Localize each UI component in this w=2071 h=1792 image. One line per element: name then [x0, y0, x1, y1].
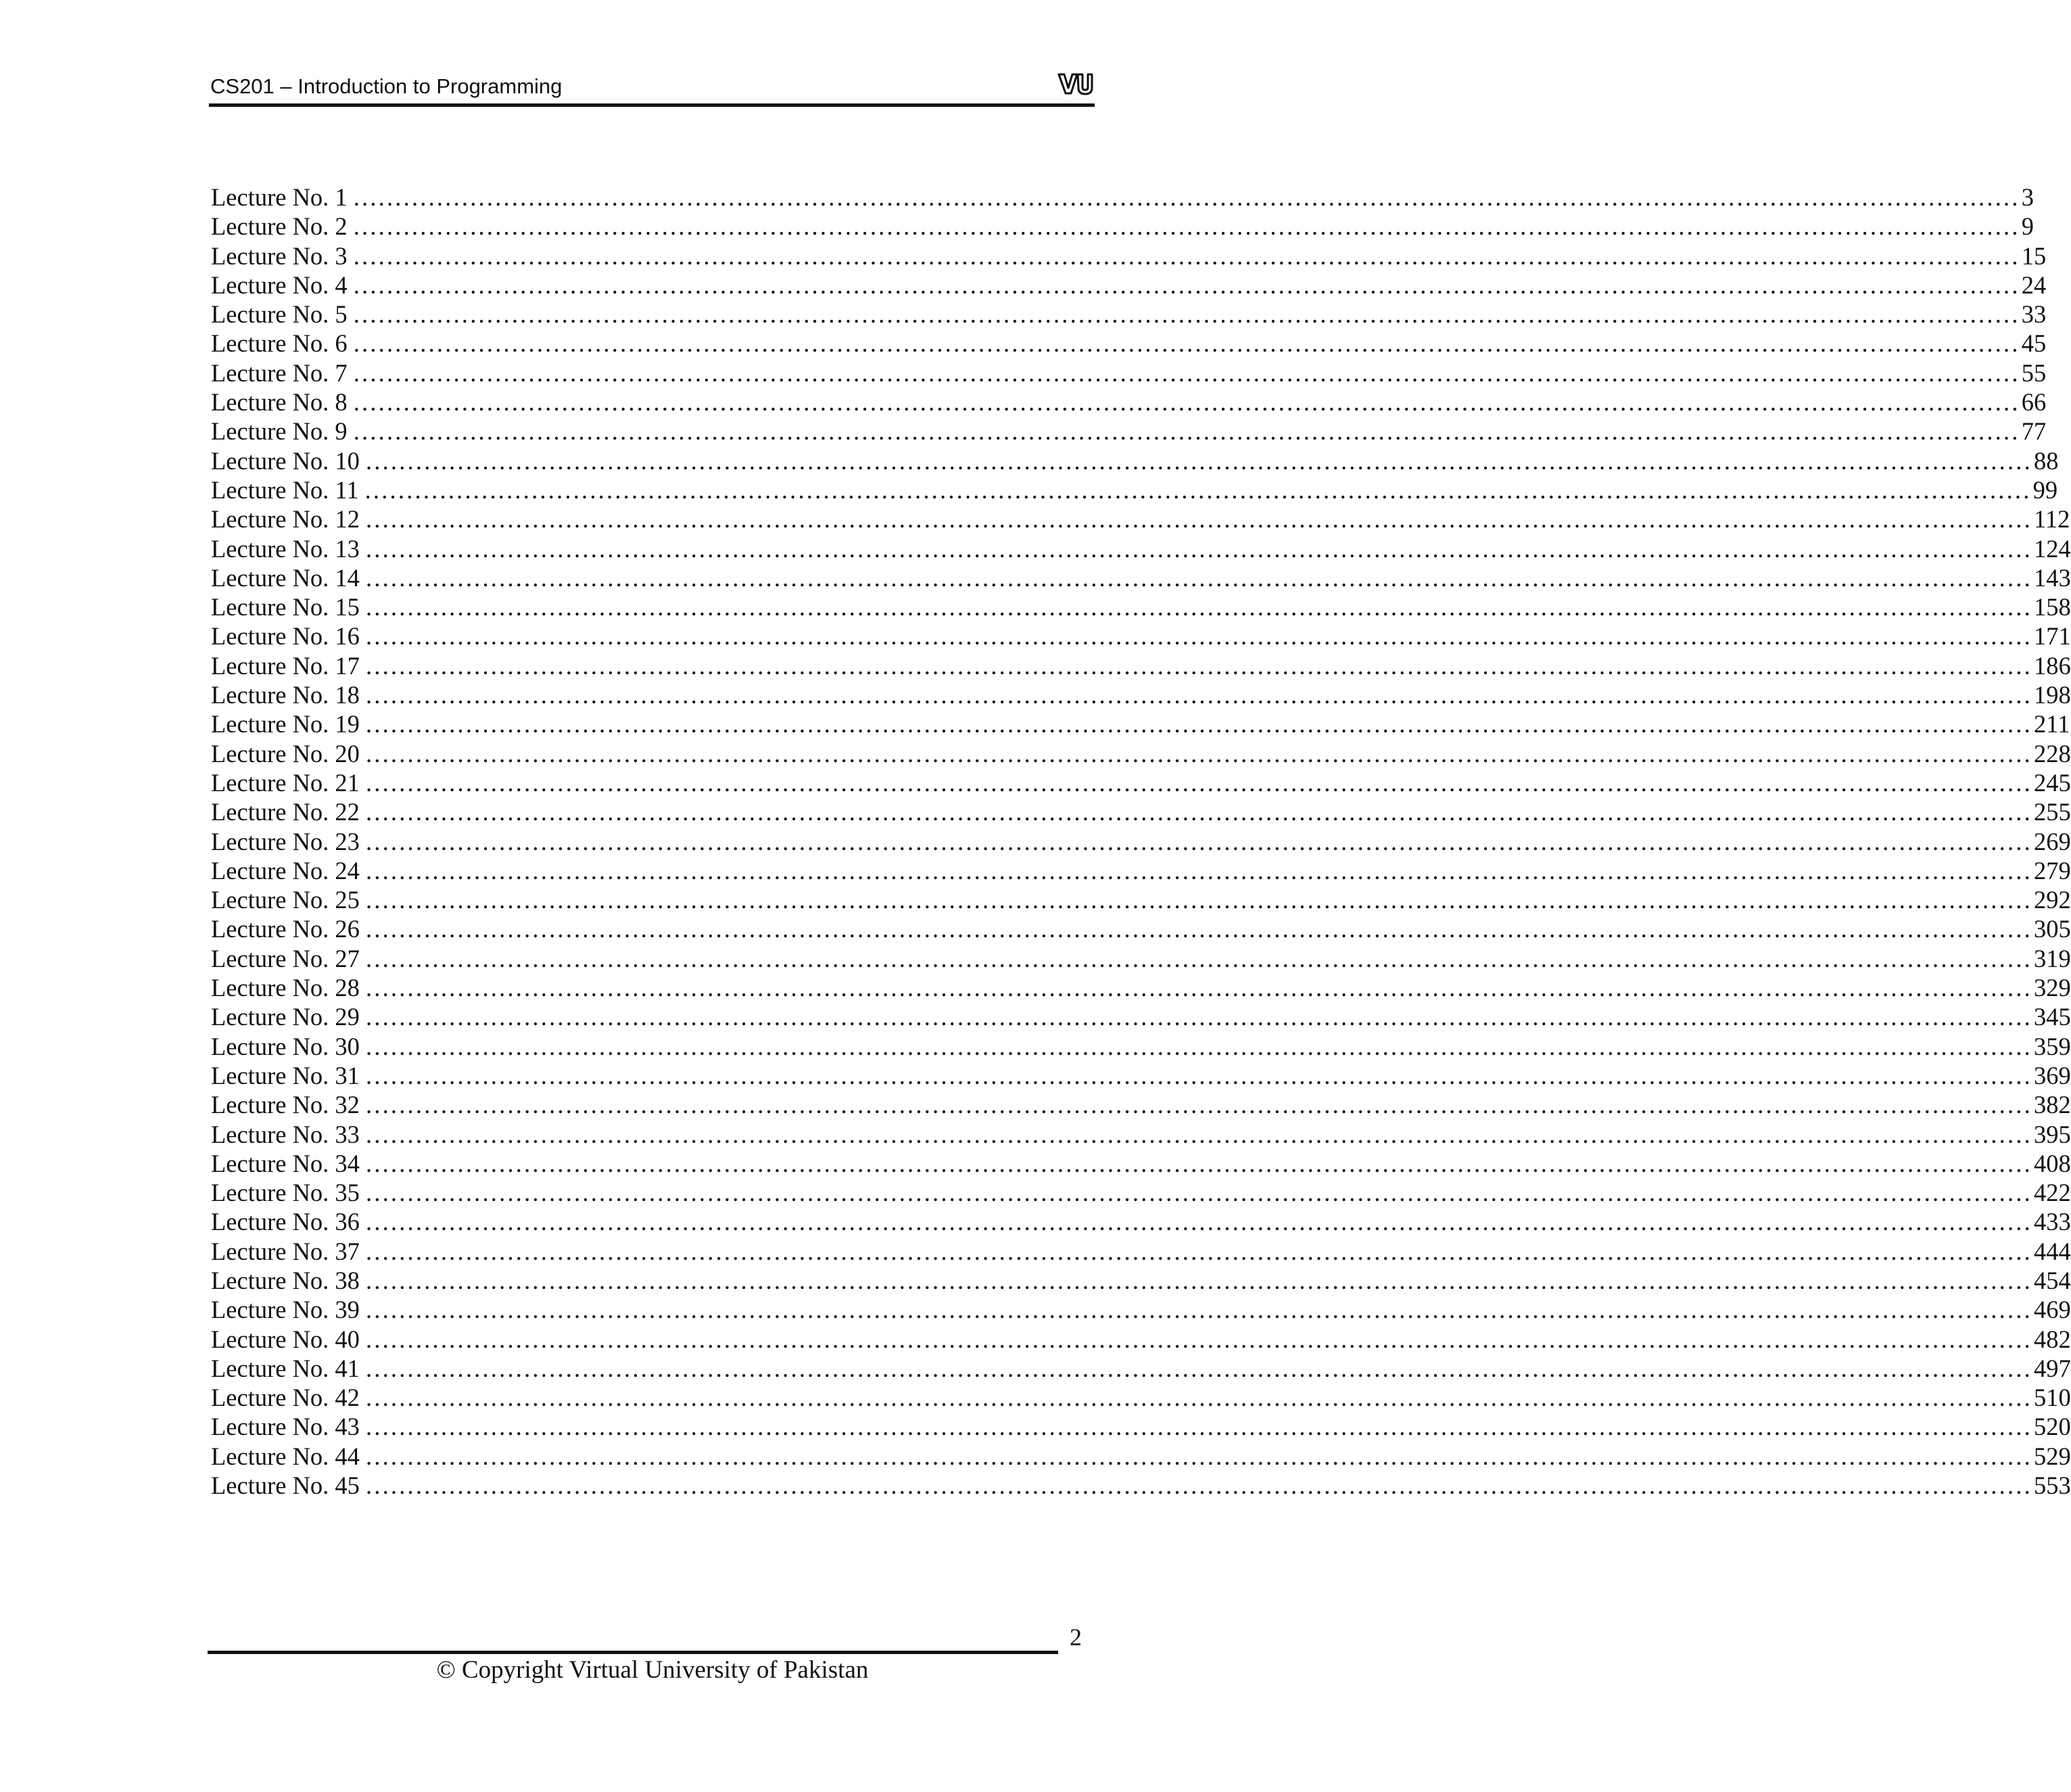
toc-entry[interactable]: [211, 709, 2070, 738]
dot-leader: ........................................................................................................................................................................................................: [365, 1471, 2032, 1500]
toc-entry-label: Lecture No. 3: [211, 241, 348, 270]
toc-entry[interactable]: [211, 1061, 2071, 1090]
toc-entry-page-number: 45: [2021, 329, 2047, 358]
toc-entry[interactable]: [211, 651, 2071, 680]
toc-entry-label: Lecture No. 37: [211, 1237, 360, 1265]
toc-entry-page-number: 395: [2033, 1120, 2071, 1148]
toc-entry[interactable]: [211, 1442, 2071, 1471]
toc-entry-label: Lecture No. 40: [211, 1325, 360, 1353]
toc-entry-label: Lecture No. 38: [211, 1266, 360, 1294]
toc-entry-page-number: 279: [2033, 856, 2071, 885]
dot-leader: ........................................................................................................................................................................................................: [353, 300, 2020, 329]
toc-entry-page-number: 88: [2033, 446, 2059, 475]
dot-leader: ........................................................................................................................................................................................................: [365, 1325, 2032, 1353]
toc-entry-label: Lecture No. 43: [211, 1413, 360, 1441]
dot-leader: ........................................................................................................................................................................................................: [365, 1120, 2032, 1148]
toc-entry-page-number: 433: [2033, 1208, 2071, 1236]
dot-leader: ........................................................................................................................................................................................................: [365, 1442, 2032, 1470]
toc-entry[interactable]: [211, 856, 2071, 885]
toc-entry[interactable]: [211, 1149, 2071, 1178]
toc-entry[interactable]: [211, 475, 2058, 504]
toc-entry[interactable]: [211, 300, 2047, 329]
toc-entry-label: Lecture No. 35: [211, 1179, 360, 1207]
toc-entry-page-number: 382: [2033, 1091, 2071, 1119]
toc-entry-page-number: 529: [2033, 1442, 2071, 1470]
toc-entry-page-number: 15: [2021, 241, 2047, 270]
dot-leader: ........................................................................................................................................................................................................: [365, 534, 2032, 563]
toc-entry-label: Lecture No. 9: [211, 417, 348, 446]
toc-entry[interactable]: [211, 563, 2071, 592]
course-title: CS201 – Introduction to Programming: [210, 74, 563, 98]
toc-entry[interactable]: [211, 768, 2071, 797]
toc-entry-page-number: 469: [2033, 1296, 2071, 1324]
toc-entry[interactable]: [211, 241, 2047, 270]
toc-entry-label: Lecture No. 1: [211, 183, 348, 211]
toc-entry-label: Lecture No. 27: [211, 944, 360, 972]
toc-entry-label: Lecture No. 21: [211, 768, 360, 797]
toc-entry-label: Lecture No. 6: [211, 329, 348, 358]
toc-entry-label: Lecture No. 42: [211, 1384, 360, 1412]
dot-leader: ........................................................................................................................................................................................................: [353, 388, 2020, 417]
dot-leader: ........................................................................................................................................................................................................: [353, 270, 2020, 299]
toc-entry-label: Lecture No. 4: [211, 270, 348, 299]
toc-entry[interactable]: [211, 358, 2047, 387]
toc-entry[interactable]: [211, 1266, 2071, 1295]
toc-entry-page-number: 112: [2033, 505, 2070, 534]
toc-entry-page-number: 198: [2033, 681, 2071, 709]
toc-entry-label: Lecture No. 39: [211, 1296, 360, 1324]
toc-entry[interactable]: [211, 1295, 2071, 1324]
toc-entry[interactable]: [211, 944, 2071, 973]
dot-leader: ........................................................................................................................................................................................................: [365, 563, 2032, 592]
toc-entry-label: Lecture No. 15: [211, 593, 360, 621]
toc-entry[interactable]: [211, 739, 2071, 768]
toc-entry[interactable]: [211, 621, 2071, 651]
toc-entry[interactable]: [211, 885, 2071, 914]
toc-entry[interactable]: [211, 417, 2047, 446]
toc-entry-page-number: 422: [2033, 1179, 2071, 1207]
dot-leader: ........................................................................................................................................................................................................: [365, 1032, 2032, 1060]
toc-entry-label: Lecture No. 32: [211, 1091, 360, 1119]
toc-entry-page-number: 520: [2033, 1413, 2071, 1441]
dot-leader: ........................................................................................................................................................................................................: [353, 417, 2020, 446]
toc-entry-page-number: 33: [2021, 300, 2047, 329]
toc-entry-page-number: 158: [2033, 593, 2071, 621]
toc-entry-label: Lecture No. 8: [211, 388, 348, 417]
toc-entry-label: Lecture No. 19: [211, 710, 360, 738]
toc-entry-label: Lecture No. 26: [211, 915, 360, 943]
toc-entry-page-number: 482: [2033, 1325, 2071, 1353]
toc-entry-page-number: 497: [2033, 1354, 2071, 1382]
dot-leader: ........................................................................................................................................................................................................: [353, 183, 2020, 211]
toc-entry[interactable]: [211, 1002, 2071, 1031]
toc-entry[interactable]: [211, 1237, 2071, 1266]
toc-entry-page-number: 228: [2033, 739, 2071, 768]
toc-entry[interactable]: [211, 212, 2034, 241]
dot-leader: ........................................................................................................................................................................................................: [365, 1413, 2032, 1441]
dot-leader: ........................................................................................................................................................................................................: [365, 1091, 2032, 1119]
footer-rule: [208, 1651, 1058, 1654]
toc-entry-page-number: 454: [2033, 1266, 2071, 1294]
toc-entry[interactable]: [211, 1383, 2071, 1412]
toc-entry-page-number: 369: [2033, 1061, 2071, 1089]
dot-leader: ........................................................................................................................................................................................................: [365, 1061, 2032, 1089]
dot-leader: ........................................................................................................................................................................................................: [365, 768, 2032, 797]
toc-entry[interactable]: [211, 387, 2047, 417]
toc-entry[interactable]: [211, 1354, 2071, 1383]
toc-entry-page-number: 171: [2033, 622, 2071, 651]
toc-entry[interactable]: [211, 534, 2071, 563]
dot-leader: ........................................................................................................................................................................................................: [365, 1208, 2032, 1236]
toc-entry-page-number: 510: [2033, 1384, 2071, 1412]
copyright-notice: © Copyright Virtual University of Pakistan: [436, 1656, 869, 1684]
dot-leader: ........................................................................................................................................................................................................: [353, 329, 2020, 358]
toc-entry-label: Lecture No. 13: [211, 534, 360, 563]
toc-entry-page-number: 359: [2033, 1032, 2071, 1060]
toc-entry[interactable]: [211, 1207, 2071, 1236]
toc-entry[interactable]: [211, 270, 2047, 300]
dot-leader: ........................................................................................................................................................................................................: [353, 358, 2020, 387]
toc-entry[interactable]: [211, 446, 2059, 475]
toc-entry-label: Lecture No. 11: [211, 475, 359, 504]
toc-entry-page-number: 55: [2021, 358, 2047, 387]
toc-entry-label: Lecture No. 14: [211, 563, 360, 592]
dot-leader: ........................................................................................................................................................................................................: [365, 886, 2032, 914]
dot-leader: ........................................................................................................................................................................................................: [365, 651, 2032, 680]
toc-entry-page-number: 211: [2033, 710, 2070, 738]
page-number: 2: [1070, 1624, 1082, 1651]
toc-entry-page-number: 124: [2033, 534, 2071, 563]
dot-leader: ........................................................................................................................................................................................................: [365, 505, 2032, 534]
dot-leader: ........................................................................................................................................................................................................: [365, 593, 2032, 621]
toc-entry-label: Lecture No. 18: [211, 681, 360, 709]
toc-entry-label: Lecture No. 24: [211, 856, 360, 885]
toc-entry[interactable]: [211, 973, 2071, 1002]
toc-entry[interactable]: [211, 1412, 2071, 1441]
toc-entry[interactable]: [211, 1471, 2071, 1500]
toc-entry-label: Lecture No. 29: [211, 1003, 360, 1031]
toc-entry[interactable]: [211, 797, 2071, 826]
dot-leader: ........................................................................................................................................................................................................: [365, 798, 2032, 826]
toc-entry[interactable]: [211, 1032, 2071, 1061]
dot-leader: ........................................................................................................................................................................................................: [365, 1149, 2032, 1177]
vu-logo-icon: [1057, 72, 1093, 96]
toc-entry-page-number: 269: [2033, 827, 2071, 855]
toc-entry-label: Lecture No. 30: [211, 1032, 360, 1060]
dot-leader: ........................................................................................................................................................................................................: [353, 241, 2020, 270]
toc-entry-label: Lecture No. 12: [211, 505, 360, 534]
toc-entry[interactable]: [211, 914, 2071, 943]
toc-entry-label: Lecture No. 5: [211, 300, 348, 329]
dot-leader: ........................................................................................................................................................................................................: [365, 1354, 2032, 1382]
toc-entry-label: Lecture No. 17: [211, 651, 360, 680]
toc-entry-label: Lecture No. 2: [211, 212, 348, 241]
toc-entry-label: Lecture No. 33: [211, 1120, 360, 1148]
table-of-contents: [211, 183, 2071, 1500]
toc-entry[interactable]: [211, 592, 2071, 621]
page-header: [209, 72, 1095, 107]
dot-leader: ........................................................................................................................................................................................................: [365, 1296, 2032, 1324]
toc-entry-page-number: 143: [2033, 563, 2071, 592]
dot-leader: ........................................................................................................................................................................................................: [365, 1179, 2032, 1207]
toc-entry-page-number: 444: [2033, 1237, 2071, 1265]
toc-entry-page-number: 186: [2033, 651, 2071, 680]
toc-entry-label: Lecture No. 10: [211, 446, 360, 475]
toc-entry-page-number: 9: [2021, 212, 2034, 241]
toc-entry-label: Lecture No. 34: [211, 1149, 360, 1177]
dot-leader: ........................................................................................................................................................................................................: [365, 739, 2032, 768]
dot-leader: ........................................................................................................................................................................................................: [364, 475, 2032, 504]
toc-entry-page-number: 255: [2033, 798, 2071, 826]
toc-entry-label: Lecture No. 28: [211, 974, 360, 1002]
toc-entry[interactable]: [211, 827, 2071, 856]
toc-entry-page-number: 66: [2021, 388, 2047, 417]
dot-leader: ........................................................................................................................................................................................................: [365, 827, 2032, 855]
toc-entry-label: Lecture No. 23: [211, 827, 360, 855]
toc-entry-label: Lecture No. 7: [211, 358, 348, 387]
dot-leader: ........................................................................................................................................................................................................: [365, 915, 2032, 943]
dot-leader: ........................................................................................................................................................................................................: [365, 710, 2032, 738]
toc-entry-page-number: 245: [2033, 768, 2071, 797]
dot-leader: ........................................................................................................................................................................................................: [365, 1266, 2032, 1294]
toc-entry-label: Lecture No. 16: [211, 622, 360, 651]
toc-entry-page-number: 292: [2033, 886, 2071, 914]
dot-leader: ........................................................................................................................................................................................................: [353, 212, 2020, 241]
toc-entry-label: Lecture No. 25: [211, 886, 360, 914]
toc-entry[interactable]: [211, 680, 2071, 709]
dot-leader: ........................................................................................................................................................................................................: [365, 446, 2032, 475]
toc-entry[interactable]: [211, 1120, 2071, 1149]
toc-entry-label: Lecture No. 22: [211, 798, 360, 826]
toc-entry-label: Lecture No. 20: [211, 739, 360, 768]
dot-leader: ........................................................................................................................................................................................................: [365, 1237, 2032, 1265]
dot-leader: ........................................................................................................................................................................................................: [365, 856, 2032, 885]
toc-entry-page-number: 77: [2021, 417, 2047, 446]
dot-leader: ........................................................................................................................................................................................................: [365, 1003, 2032, 1031]
toc-entry-page-number: 305: [2033, 915, 2071, 943]
toc-entry-page-number: 99: [2032, 475, 2058, 504]
dot-leader: ........................................................................................................................................................................................................: [365, 974, 2032, 1002]
toc-entry-page-number: 24: [2021, 270, 2047, 299]
toc-entry[interactable]: [211, 1325, 2071, 1354]
toc-entry-page-number: 319: [2033, 944, 2071, 972]
toc-entry-label: Lecture No. 41: [211, 1354, 360, 1382]
toc-entry-page-number: 553: [2033, 1471, 2071, 1500]
toc-entry[interactable]: [211, 183, 2034, 212]
toc-entry[interactable]: [211, 1178, 2071, 1207]
toc-entry-page-number: 408: [2033, 1149, 2071, 1177]
dot-leader: ........................................................................................................................................................................................................: [365, 1384, 2032, 1412]
toc-entry[interactable]: [211, 504, 2070, 534]
toc-entry-label: Lecture No. 45: [211, 1471, 360, 1500]
toc-entry-label: Lecture No. 31: [211, 1061, 360, 1089]
toc-entry[interactable]: [211, 1090, 2071, 1119]
toc-entry-page-number: 3: [2021, 183, 2034, 211]
dot-leader: ........................................................................................................................................................................................................: [365, 944, 2032, 972]
toc-entry-label: Lecture No. 44: [211, 1442, 360, 1470]
dot-leader: ........................................................................................................................................................................................................: [365, 622, 2032, 651]
toc-entry-page-number: 329: [2033, 974, 2071, 1002]
toc-entry[interactable]: [211, 329, 2047, 358]
dot-leader: ........................................................................................................................................................................................................: [365, 681, 2032, 709]
toc-entry-label: Lecture No. 36: [211, 1208, 360, 1236]
toc-entry-page-number: 345: [2033, 1003, 2071, 1031]
